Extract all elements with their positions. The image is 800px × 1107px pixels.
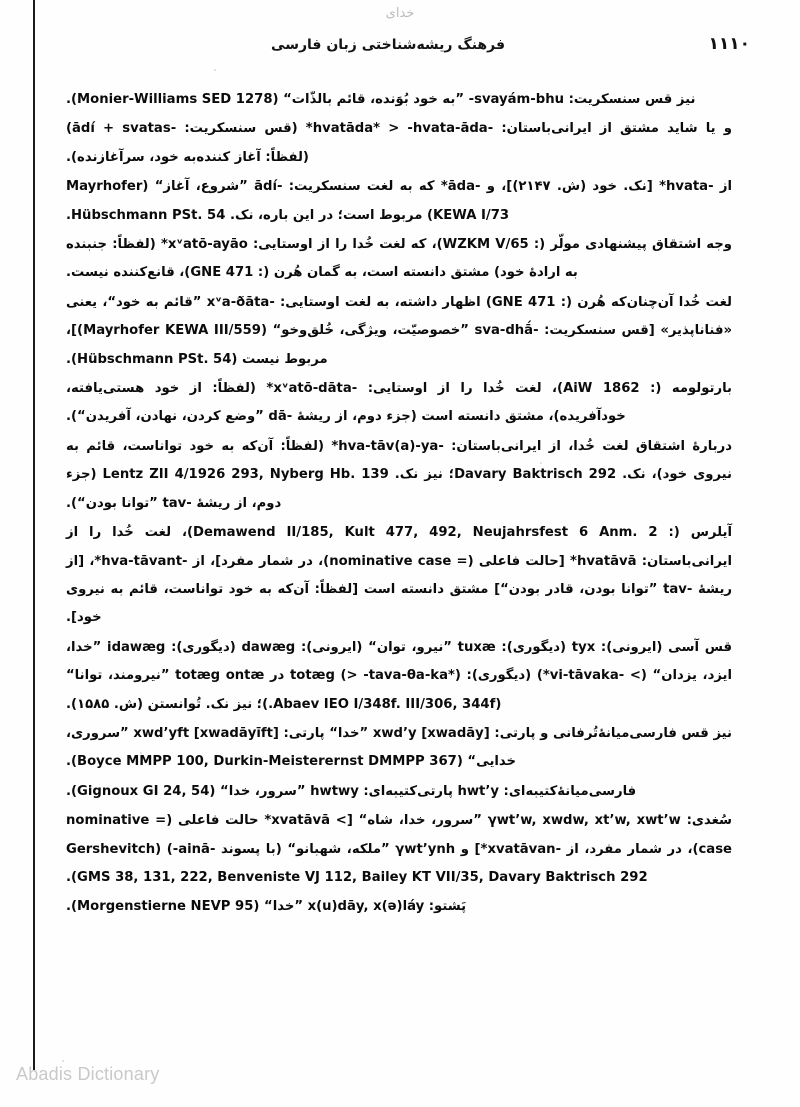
paragraph: نیز قس فارسی‌میانۀ‌تُرفانی و پارتی: xwd’y [xwadāy] ”خدا“ پارتی: xwd’yft [xwadāyīft] ”سروری، خدایی“ (Boyce MMPP 100, Durkin‑Meisterernst DMMPP 367). <box>66 725 732 770</box>
page-header <box>60 34 750 60</box>
paragraph: از ‑hvata* [نک. خود (ش. ۲۱۴۷)]، و ‑āda* که به لغت سنسکریت: ‑ādí ”شروع، آغاز“ (Mayrhofer KEWA I/73) مربوط است؛ در این باره، نک. Hübschmann PSt. 54. <box>66 179 732 223</box>
scan-speck <box>214 69 216 71</box>
paragraph: دربارۀ اشتقاق لغت خُدا، از ایرانی‌باستان: ‑hva‑tāv(a)‑ya* (لفظاً: آن‌که به خود تواناست، قائم به نیروی خود)، نک. Davary Baktrisch 292؛ نیز نک. Lentz ZII 4/1926 293, Nyberg Hb. 139 (جزء دوم، از ریشۀ ‑tav ”توانا بودن“). <box>66 438 732 511</box>
paragraph: پَشتو: x(u)dāy, x(ə)láy ”خدا“ (Morgenstierne NEVP 95). <box>66 899 467 915</box>
paragraph: نیز قس سنسکریت: svayám‑bhu‑ ”به خود بُوَنده، قائم بالذّات“ (Monier‑Williams SED 1278). <box>66 92 696 107</box>
watermark: Abadis Dictionary <box>16 1064 160 1084</box>
paragraph: سُغدی: γwt’w, xwdw, xt’w, xwt’w ”سرور، خدا، شاه“ [> xvatāvā* حالت فاعلی (= nominative case)، در شمار مفرد، از ‑xvatāvan*] و γwt’ynh ”ملکه، شهبانو“ (با پسوند ‑ainā‑) (Gershevitch GMS 38, 131, 222, Benveniste VJ 112, Bailey KT VII/35, Davary Baktrisch 292). <box>66 813 733 885</box>
body-text-block <box>66 86 732 923</box>
scan-gutter-edge <box>33 0 35 1070</box>
book-title: فرهنگ ریشه‌شناختی زبان فارسی <box>271 37 505 53</box>
scan-speck <box>140 752 142 754</box>
page-number: ۱۱۱۰ <box>708 34 750 54</box>
paragraph: و یا شاید مشتق از ایرانی‌باستان: ‑hvatāda* > ‑hvata‑āda* (قس سنسکریت: ‑ādí + svatas) (لفظاً: آغاز کننده‌به خود، سرآغازنده). <box>66 121 733 165</box>
scan-speck <box>62 1060 64 1062</box>
scan-speck <box>540 462 542 464</box>
paragraph: وجه اشتقاق پیشنهادی مولّر (: WZKM V/65)، که لغت خُدا را از اوستایی: xᵛatō‑ayāo* (لفظاً: جنبنده به ارادۀ خود) مشتق دانسته است، به گمان هُرن (: GNE 471)، قانع‌کننده نیست. <box>66 237 732 281</box>
paragraph: بارتولومه (: AiW 1862)، لغت خُدا را از اوستایی: ‑xᵛatō‑dāta* (لفظاً: از خود هستی‌یافته، خودآفریده)، مشتق دانسته است (جزء دوم، از ریشۀ ‑dā ”وضع کردن، نهادن، آفریدن“). <box>66 381 732 425</box>
paragraph: قس آسی (ایرونی): tyx (دیگوری): tuxæ ”نیرو، توان“ (ایرونی): dawæg (دیگوری): idawæg ”خدا، ایزد، یزدان“ (> ‑vi‑tāvaka*) (دیگوری): totæg (> ‑tava‑θa‑ka*) در totæg ontæ ”نیرومند، توانا“ (Abaev IEO I/348f. III/306, 344f.)؛ نیز نک. تُوانستن (ش. ۱۵۸۵). <box>66 639 733 712</box>
running-head: خدای <box>385 6 415 21</box>
paragraph: لغت خُدا آن‌چنان‌که هُرن (: GNE 471) اظهار داشته، به لغت اوستایی: ‑xᵛa‑ðāta ”قائم به خود“، یعنی «فناناپذیر» [قس سنسکریت: ‑sva‑dhā́ ”خصوصیّت، ویژگی، خُلق‌وخو“ (Mayrhofer KEWA III/559)]، مربوط نیست (Hübschmann PSt. 54). <box>66 294 732 367</box>
paragraph: آیلرس (: Demawend II/185, Kult 477, 492, Neujahrsfest 6 Anm. 2)، لغت خُدا را از ایرانی‌باستان: hvatāvā* [حالت فاعلی (= nominative case)، در شمار مفرد]، از ‑hva‑tāvant*، [از ریشۀ ‑tav ”توانا بودن، قادر بودن“] مشتق دانسته است [لفظاً: آن‌که به خود تواناست، قائم به نیروی خود]. <box>66 525 732 626</box>
paragraph: فارسی‌میانۀ‌کتیبه‌ای: hwt’y پارتی‌کتیبه‌ای: hwtwy ”سرور، خدا“ (Gignoux GI 24, 54). <box>66 783 637 799</box>
